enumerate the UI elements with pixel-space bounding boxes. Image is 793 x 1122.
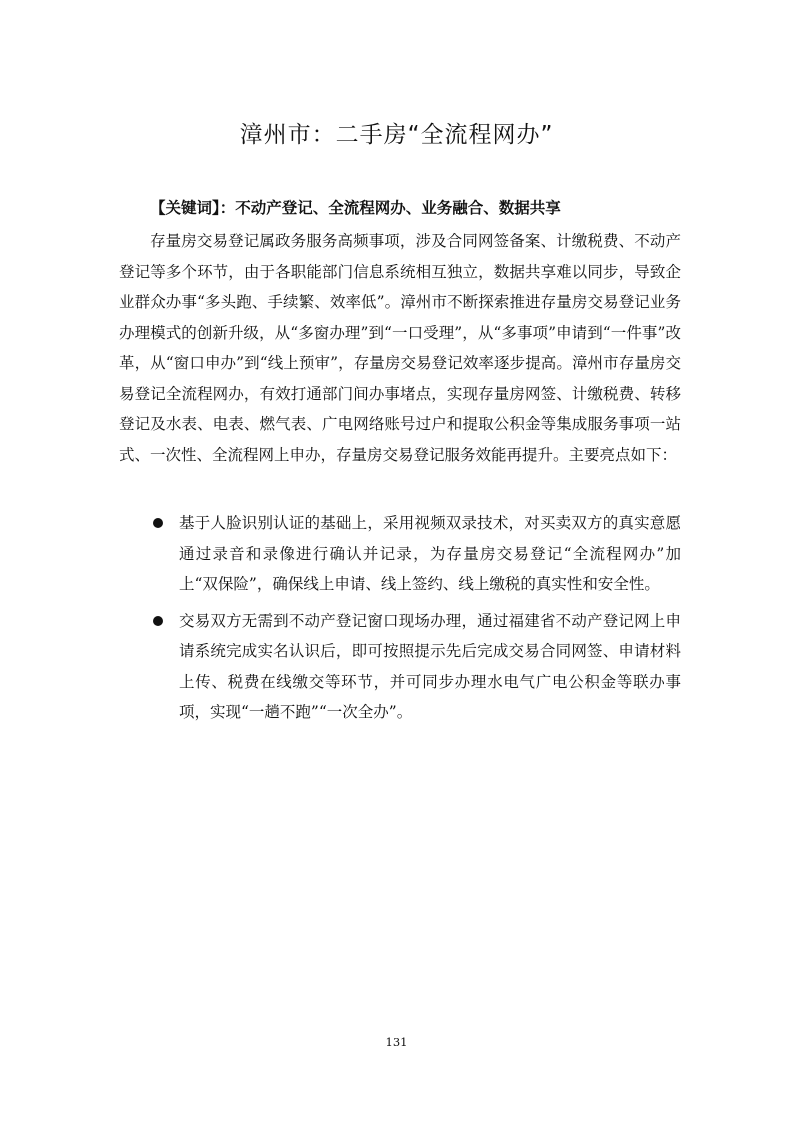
page-number: 131: [385, 1035, 408, 1049]
highlights-list: [119, 508, 681, 734]
list-item-text: 交易双方无需到不动产登记窗口现场办理，通过福建省不动产登记网上申请系统完成实名认识后，即可按照提示先后完成交易合同网签、申请材料上传、税费在线缴交等环节，并可同步办理水电气广电公积金等联办事项，实现“一趟不跑”“一次全办”。: [179, 611, 681, 721]
page-title: 漳州市：二手房“全流程网办”: [239, 122, 554, 148]
keywords-line: 【关键词】：不动产登记、全流程网办、业务融合、数据共享: [150, 198, 561, 217]
list-item-text: 基于人脸识别认证的基础上，采用视频双录技术，对买卖双方的真实意愿通过录音和录像进行确认并记录，为存量房交易登记“全流程网办”加上“双保险”，确保线上申请、线上签约、线上缴税的真实性和安全性。: [179, 514, 681, 593]
body-paragraph: 存量房交易登记属政务服务高频事项，涉及合同网签备案、计缴税费、不动产登记等多个环节，由于各职能部门信息系统相互独立，数据共享难以同步，导致企业群众办事“多头跑、手续繁、效率低”。漳州市不断探索推进存量房交易登记业务办理模式的创新升级，从“多窗办理”到“一口受理”，从“多事项”申请到“一件事”改革，从“窗口申办”到“线上预审”，存量房交易登记效率逐步提高。漳州市存量房交易登记全流程网办，有效打通部门间办事堵点，实现存量房网签、计缴税费、转移登记及水表、电表、燃气表、广电网络账号过户和提取公积金等集成服务事项一站式、一次性、全流程网上申办，存量房交易登记服务效能再提升。主要亮点如下：: [119, 232, 681, 464]
bullet-icon: [153, 616, 163, 626]
list-item: [119, 508, 681, 600]
list-item: [119, 606, 681, 728]
bullet-icon: [153, 518, 163, 528]
